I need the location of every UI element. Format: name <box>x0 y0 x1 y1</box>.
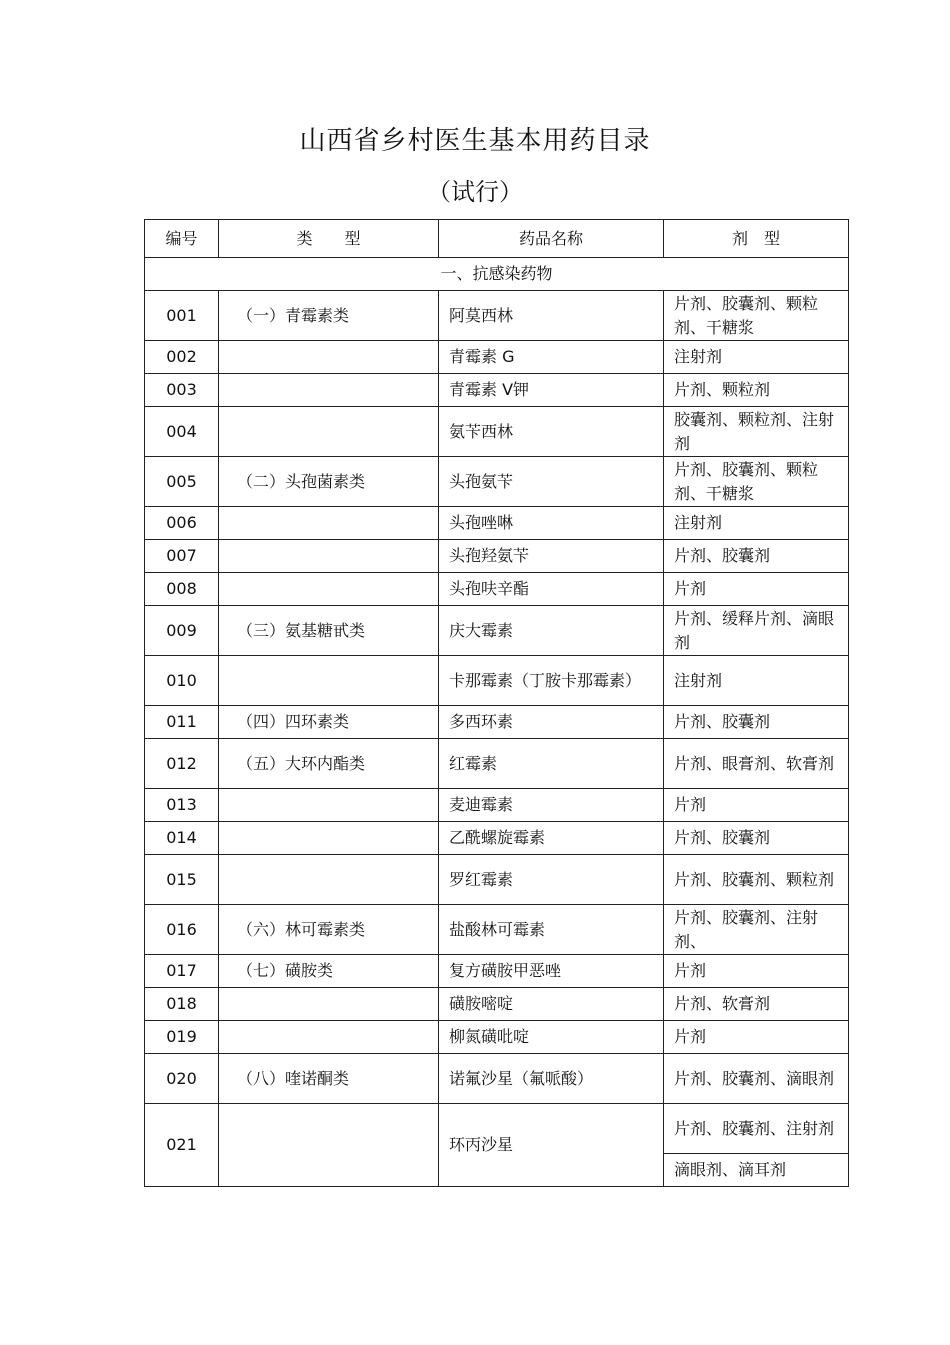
cell-number: 006 <box>145 507 219 540</box>
cell-drug-name: 头孢唑啉 <box>439 507 664 540</box>
cell-number: 012 <box>145 739 219 789</box>
cell-dosage-form: 片剂、颗粒剂 <box>664 374 849 407</box>
cell-type <box>219 573 439 606</box>
table-row <box>145 407 849 457</box>
cell-drug-name: 氨苄西林 <box>439 407 664 457</box>
cell-number: 004 <box>145 407 219 457</box>
table-row <box>145 706 849 739</box>
header-dosage-form: 剂 型 <box>664 220 849 258</box>
cell-drug-name: 诺氟沙星（氟哌酸） <box>439 1054 664 1104</box>
cell-dosage-form: 注射剂 <box>664 507 849 540</box>
header-type: 类 型 <box>219 220 439 258</box>
cell-dosage-form: 片剂 <box>664 789 849 822</box>
cell-number: 007 <box>145 540 219 573</box>
cell-dosage-form: 片剂、胶囊剂、颗粒剂、干糖浆 <box>664 291 849 341</box>
cell-dosage-form: 片剂、胶囊剂 <box>664 822 849 855</box>
cell-number: 018 <box>145 988 219 1021</box>
header-number: 编号 <box>145 220 219 258</box>
cell-dosage-form: 片剂、眼膏剂、软膏剂 <box>664 739 849 789</box>
table-row <box>145 739 849 789</box>
table-row <box>145 1054 849 1104</box>
table-header-row <box>145 220 849 258</box>
cell-number: 001 <box>145 291 219 341</box>
cell-dosage-form: 注射剂 <box>664 656 849 706</box>
cell-number: 011 <box>145 706 219 739</box>
cell-dosage-form: 片剂 <box>664 955 849 988</box>
cell-drug-name: 头孢呋辛酯 <box>439 573 664 606</box>
cell-type: （一）青霉素类 <box>219 291 439 341</box>
cell-dosage-form: 片剂、胶囊剂 <box>664 706 849 739</box>
cell-type <box>219 341 439 374</box>
document-title: 山西省乡村医生基本用药目录 <box>299 126 651 156</box>
cell-drug-name: 红霉素 <box>439 739 664 789</box>
cell-dosage-form: 片剂、胶囊剂 <box>664 540 849 573</box>
cell-dosage-form: 片剂、胶囊剂、注射剂 <box>664 1104 849 1154</box>
cell-dosage-form: 片剂、胶囊剂、注射剂、 <box>664 905 849 955</box>
cell-drug-name: 青霉素 V钾 <box>439 374 664 407</box>
section-title: 一、抗感染药物 <box>145 258 849 291</box>
cell-number: 013 <box>145 789 219 822</box>
cell-type <box>219 1021 439 1054</box>
table-row <box>145 540 849 573</box>
cell-number: 016 <box>145 905 219 955</box>
cell-drug-name: 青霉素 G <box>439 341 664 374</box>
cell-drug-name: 盐酸林可霉素 <box>439 905 664 955</box>
header-drug-name: 药品名称 <box>439 220 664 258</box>
cell-dosage-form: 片剂、软膏剂 <box>664 988 849 1021</box>
cell-number: 010 <box>145 656 219 706</box>
cell-type <box>219 656 439 706</box>
cell-drug-name: 柳氮磺吡啶 <box>439 1021 664 1054</box>
cell-dosage-form-extra: 滴眼剂、滴耳剂 <box>664 1154 849 1187</box>
table-row <box>145 855 849 905</box>
drug-catalog-table <box>144 219 849 1187</box>
cell-type <box>219 855 439 905</box>
cell-type: （三）氨基糖甙类 <box>219 606 439 656</box>
cell-drug-name: 环丙沙星 <box>439 1104 664 1187</box>
cell-number: 021 <box>145 1104 219 1187</box>
cell-dosage-form: 片剂 <box>664 573 849 606</box>
cell-drug-name: 头孢氨苄 <box>439 457 664 507</box>
cell-number: 005 <box>145 457 219 507</box>
table-row <box>145 573 849 606</box>
cell-drug-name: 磺胺嘧啶 <box>439 988 664 1021</box>
cell-number: 017 <box>145 955 219 988</box>
cell-drug-name: 头孢羟氨苄 <box>439 540 664 573</box>
cell-drug-name: 乙酰螺旋霉素 <box>439 822 664 855</box>
cell-number: 008 <box>145 573 219 606</box>
table-row <box>145 988 849 1021</box>
cell-type: （七）磺胺类 <box>219 955 439 988</box>
cell-type <box>219 1104 439 1187</box>
cell-dosage-form: 片剂、胶囊剂、颗粒剂 <box>664 855 849 905</box>
cell-type <box>219 822 439 855</box>
table-row <box>145 457 849 507</box>
cell-drug-name: 罗红霉素 <box>439 855 664 905</box>
table-row <box>145 606 849 656</box>
table-row <box>145 656 849 706</box>
cell-dosage-form: 片剂、胶囊剂、颗粒剂、干糖浆 <box>664 457 849 507</box>
table-row <box>145 341 849 374</box>
cell-type <box>219 407 439 457</box>
cell-drug-name: 多西环素 <box>439 706 664 739</box>
table-row <box>145 1104 849 1154</box>
cell-number: 015 <box>145 855 219 905</box>
cell-type: （二）头孢菌素类 <box>219 457 439 507</box>
table-row <box>145 905 849 955</box>
cell-type <box>219 988 439 1021</box>
cell-dosage-form: 注射剂 <box>664 341 849 374</box>
cell-drug-name: 卡那霉素（丁胺卡那霉素） <box>439 656 664 706</box>
cell-drug-name: 复方磺胺甲恶唑 <box>439 955 664 988</box>
cell-dosage-form: 片剂 <box>664 1021 849 1054</box>
cell-type <box>219 540 439 573</box>
cell-number: 014 <box>145 822 219 855</box>
cell-number: 019 <box>145 1021 219 1054</box>
cell-type: （六）林可霉素类 <box>219 905 439 955</box>
cell-type: （八）喹诺酮类 <box>219 1054 439 1104</box>
cell-type <box>219 507 439 540</box>
cell-drug-name: 庆大霉素 <box>439 606 664 656</box>
table-row <box>145 822 849 855</box>
table-row <box>145 507 849 540</box>
cell-number: 002 <box>145 341 219 374</box>
section-row <box>145 258 849 291</box>
cell-drug-name: 阿莫西林 <box>439 291 664 341</box>
table-row <box>145 955 849 988</box>
table-row <box>145 291 849 341</box>
cell-number: 009 <box>145 606 219 656</box>
table-row <box>145 1021 849 1054</box>
cell-drug-name: 麦迪霉素 <box>439 789 664 822</box>
cell-type: （四）四环素类 <box>219 706 439 739</box>
table-row <box>145 789 849 822</box>
document-subtitle: （试行） <box>427 178 523 206</box>
cell-type <box>219 789 439 822</box>
cell-number: 020 <box>145 1054 219 1104</box>
cell-dosage-form: 片剂、胶囊剂、滴眼剂 <box>664 1054 849 1104</box>
table-row <box>145 374 849 407</box>
cell-type: （五）大环内酯类 <box>219 739 439 789</box>
cell-type <box>219 374 439 407</box>
cell-number: 003 <box>145 374 219 407</box>
cell-dosage-form: 片剂、缓释片剂、滴眼剂 <box>664 606 849 656</box>
cell-dosage-form: 胶囊剂、颗粒剂、注射剂 <box>664 407 849 457</box>
